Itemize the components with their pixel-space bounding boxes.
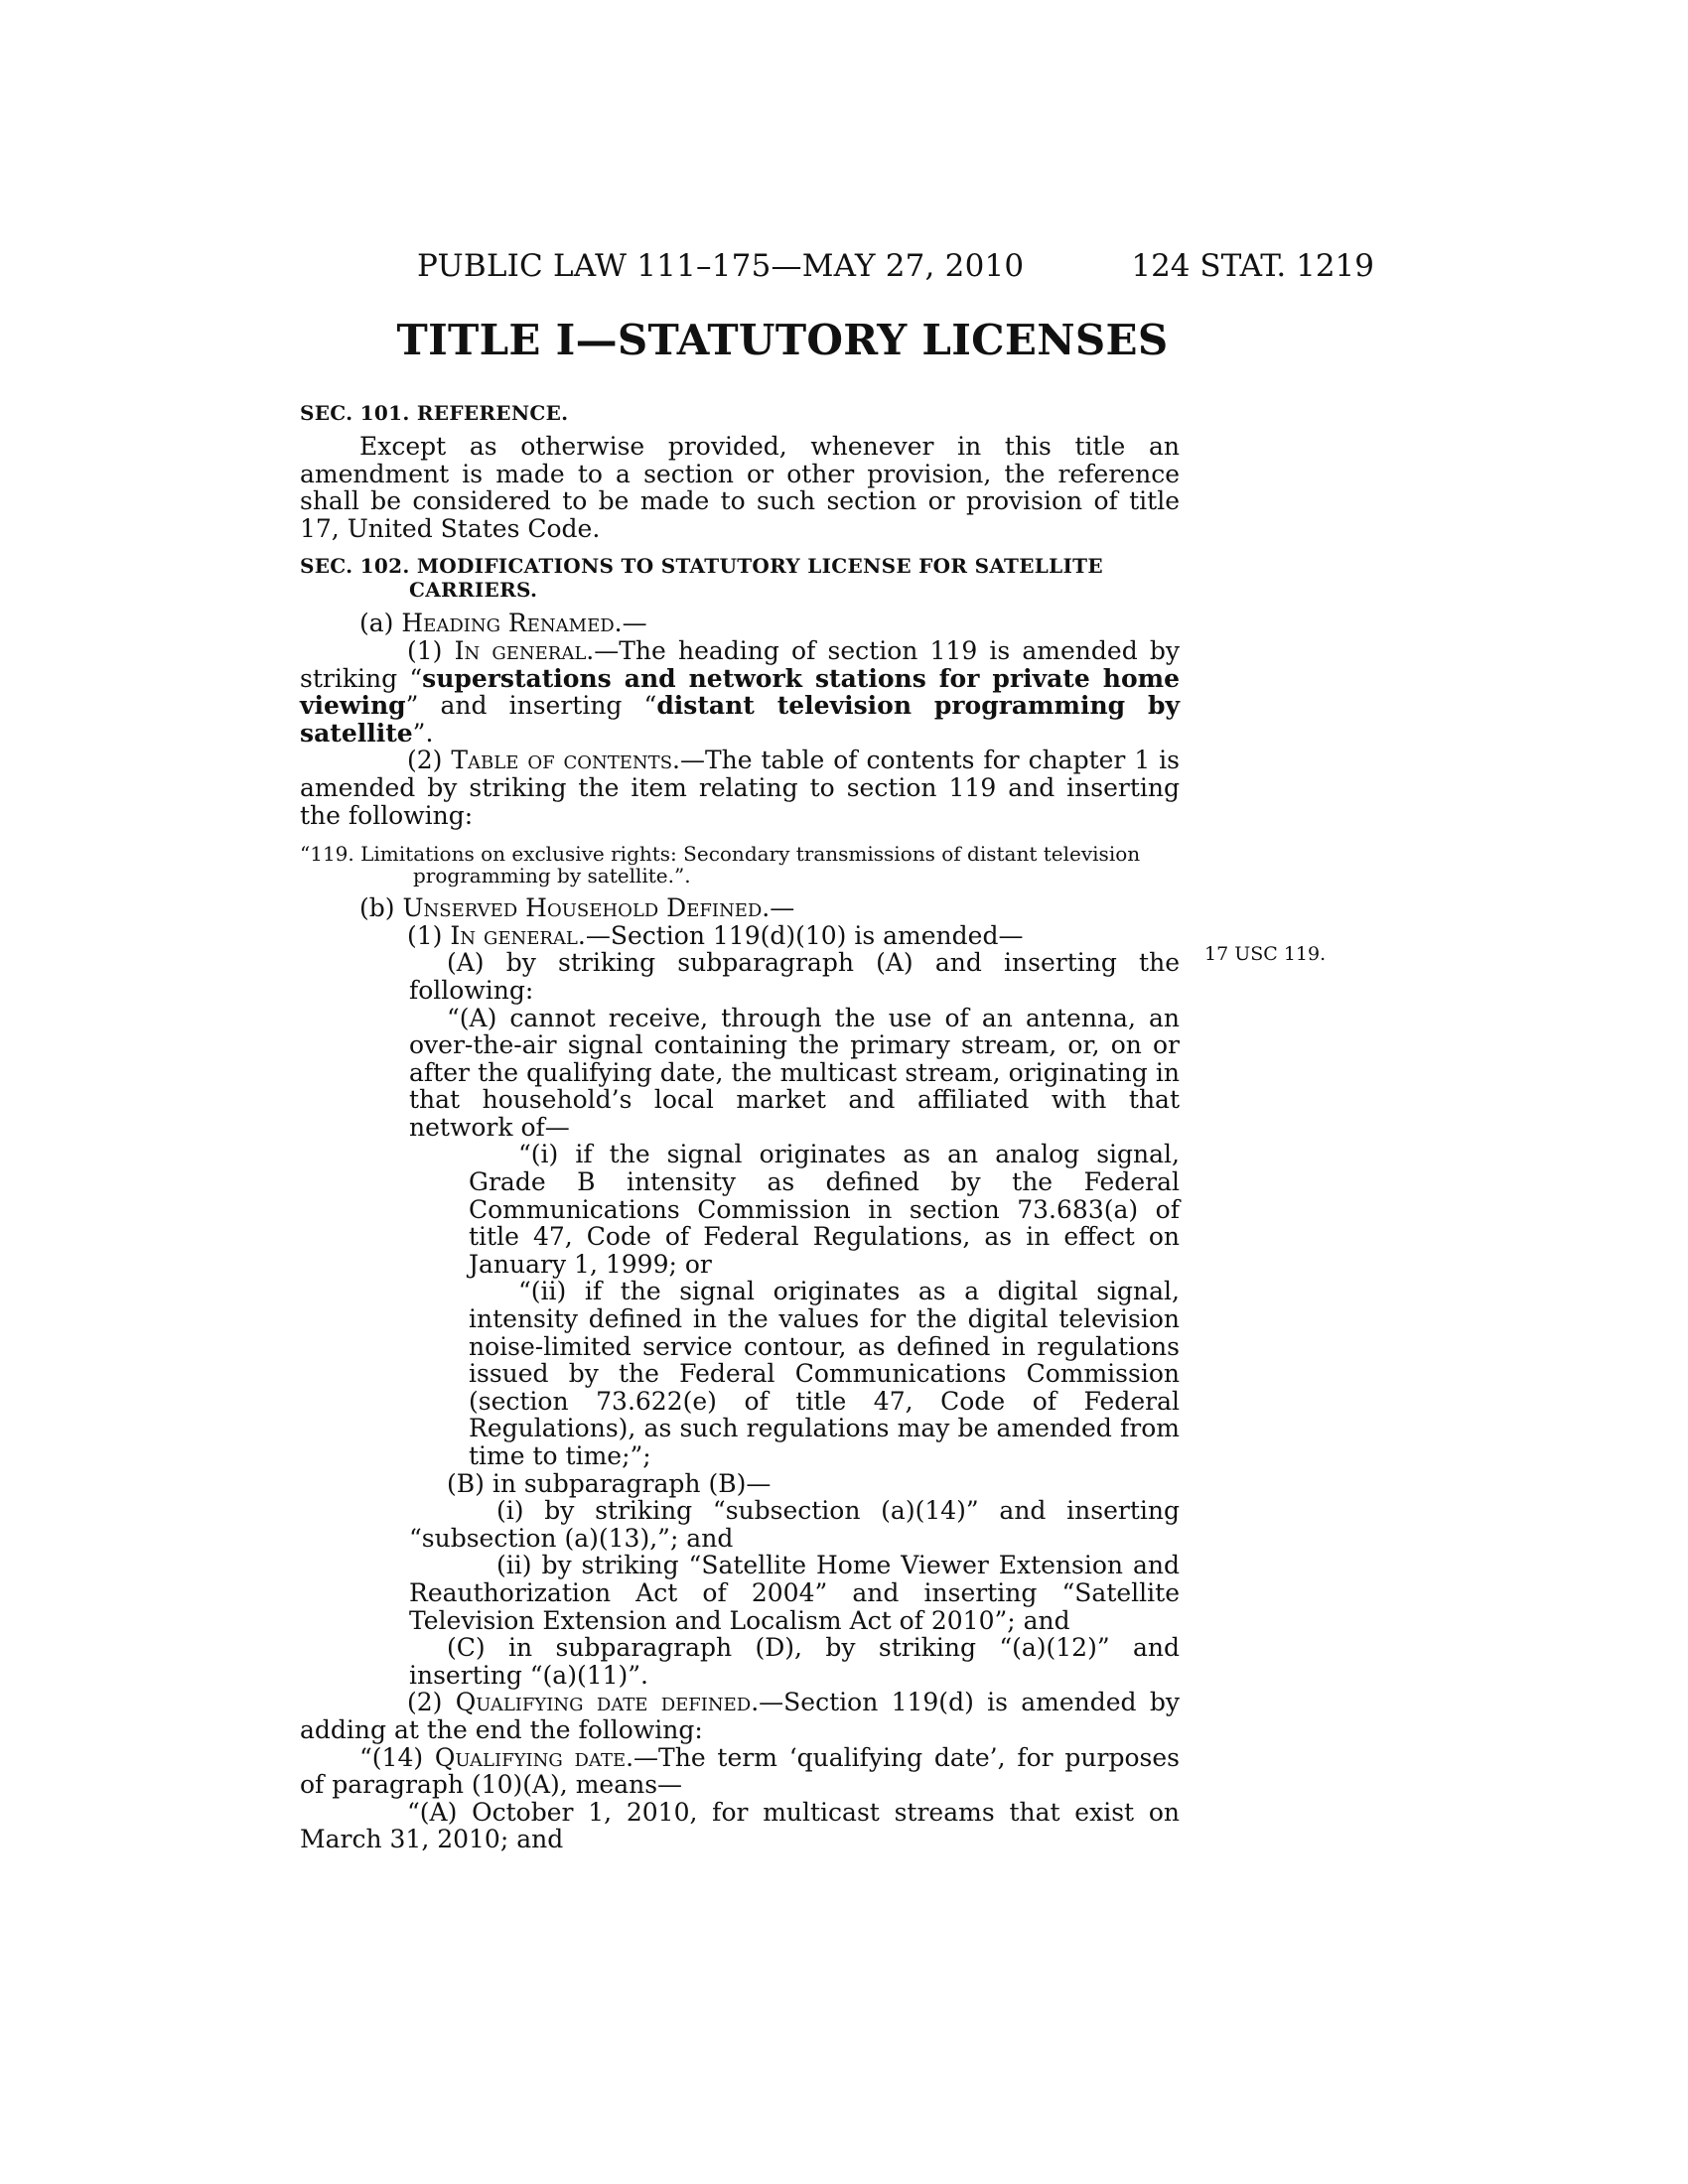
sec101-heading: SEC. 101. REFERENCE. — [300, 401, 569, 425]
subsection-b-paragraph-2: (2) Qualifying date defined.—Section 119(d) is amended by adding at the end the following: — [300, 1688, 1180, 1744]
subsection-a-paragraph-2: (2) Table of contents.—The table of contents for chapter 1 is amended by striking the item relating to section 119 and inserting the following: — [300, 746, 1181, 830]
quoted-clause-i: “(i) if the signal originates as an analog signal, Grade B intensity as defined by the Federal Communications Commission in section 73.683(a) of title 47, Code of Federal Regulations, as in effect on January 1, 1999; or — [469, 1140, 1180, 1279]
sec101-text: Except as otherwise provided, whenever in this title an amendment is made to a section or other provision, the reference shall be considered to be made to such section or provision of title 17, United States Code. — [300, 432, 1180, 543]
subsection-b-heading: (b) Unserved Household Defined.— — [359, 893, 795, 923]
clause-B-ii: (ii) by striking “Satellite Home Viewer Extension and Reauthorization Act of 2004” and inserting “Satellite Television Extension and Localism Act of 2010”; and — [409, 1551, 1180, 1635]
document-body — [300, 389, 1180, 1853]
public-law-citation: PUBLIC LAW 111–175—MAY 27, 2010 — [417, 248, 1025, 284]
page-header — [417, 248, 1374, 288]
stat-page-number: 124 STAT. 1219 — [1131, 248, 1374, 284]
toc-line2: programming by satellite.”. — [413, 864, 691, 888]
quoted-clause-A-qualifying: “(A) October 1, 2010, for multicast streams that exist on March 31, 2010; and — [300, 1797, 1180, 1854]
sec102-heading-line2: CARRIERS. — [409, 578, 538, 603]
toc-line1: “119. Limitations on exclusive rights: Secondary transmissions of distant television — [300, 842, 1141, 867]
margin-note: 17 USC 119. — [1204, 943, 1327, 965]
sec102-heading-line1: SEC. 102. MODIFICATIONS TO STATUTORY LICENSE FOR SATELLITE — [300, 554, 1103, 579]
clause-A: (A) by striking subparagraph (A) and inserting the following: — [409, 948, 1180, 1005]
toc-entry — [300, 843, 1180, 887]
clause-B-i: (i) by striking “subsection (a)(14)” and inserting “subsection (a)(13),”; and — [409, 1496, 1180, 1553]
subsection-a-paragraph-1: (1) In general.—The heading of section 119 is amended by striking “superstations and network stations for private home viewing” and inserting “distant television programming by satellite”. — [300, 635, 1180, 748]
subsection-a-heading: (a) Heading Renamed.— — [359, 609, 647, 638]
title-heading: TITLE I—STATUTORY LICENSES — [396, 316, 1169, 364]
clause-B: (B) in subparagraph (B)— — [447, 1468, 772, 1498]
quoted-clause-A: “(A) cannot receive, through the use of an antenna, an over-the-air signal containing the primary stream, or, on or after the qualifying date, the multicast stream, originating in that household’s local market and affiliated with that network of— — [409, 1003, 1180, 1142]
clause-C: (C) in subparagraph (D), by striking “(a)(12)” and inserting “(a)(11)”. — [409, 1633, 1180, 1690]
quoted-paragraph-14: “(14) Qualifying date.—The term ‘qualifying date’, for purposes of paragraph (10)(A), means— — [300, 1742, 1180, 1800]
quoted-clause-ii: “(ii) if the signal originates as a digital signal, intensity defined in the values for the digital television noise-limited service contour, as defined in regulations issued by the Federal Communications Commission (section 73.622(e) of title 47, Code of Federal Regulations), as such regulations may be amended from time to time;”; — [469, 1277, 1180, 1470]
subsection-b-paragraph-1: (1) In general.—Section 119(d)(10) is amended— — [407, 920, 1024, 950]
sec102-heading — [300, 554, 1180, 602]
